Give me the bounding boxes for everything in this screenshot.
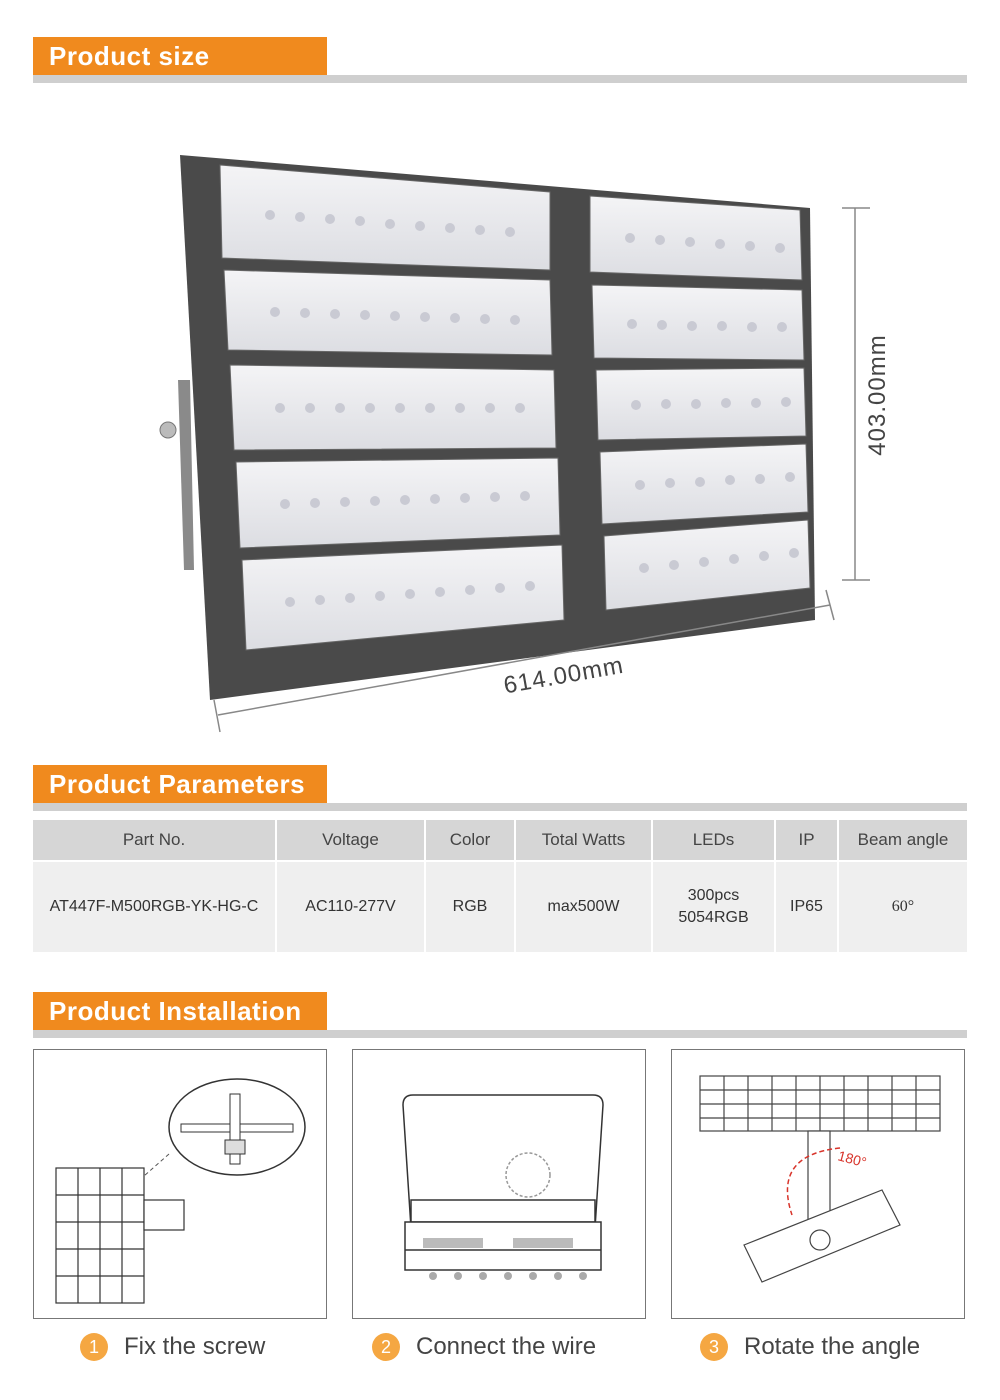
table-row bbox=[33, 861, 967, 952]
cell-color: RGB bbox=[425, 861, 515, 952]
parameters-table bbox=[33, 820, 967, 952]
cell-beam-angle: 60° bbox=[838, 861, 967, 952]
step-number-badge: 1 bbox=[80, 1333, 108, 1361]
step-label: Fix the screw bbox=[124, 1333, 266, 1360]
header-part-no: Part No. bbox=[33, 820, 276, 861]
product-installation-header bbox=[33, 992, 967, 1040]
rotate-diagram bbox=[672, 1050, 964, 1318]
step-number-badge: 3 bbox=[700, 1333, 728, 1361]
step-label: Connect the wire bbox=[416, 1333, 597, 1360]
header-beam-angle: Beam angle bbox=[838, 820, 967, 861]
cell-ip: IP65 bbox=[775, 861, 838, 952]
step-label: Rotate the angle bbox=[744, 1333, 921, 1360]
product-size-header bbox=[33, 37, 967, 85]
table-header-row bbox=[33, 820, 967, 861]
cell-part-no: AT447F-M500RGB-YK-HG-C bbox=[33, 861, 276, 952]
install-panel-wire bbox=[352, 1049, 646, 1319]
bracket-bolt bbox=[160, 422, 176, 438]
step-number-badge: 2 bbox=[372, 1333, 400, 1361]
header-leds: LEDs bbox=[652, 820, 775, 861]
section-divider bbox=[33, 803, 967, 811]
height-label: 403.00mm bbox=[864, 334, 891, 456]
leds-count: 300pcs bbox=[687, 887, 740, 904]
product-size-figure bbox=[150, 140, 910, 740]
install-panel-rotate bbox=[671, 1049, 965, 1319]
section-title: Product Parameters bbox=[33, 765, 327, 803]
section-divider bbox=[33, 1030, 967, 1038]
step-2 bbox=[372, 1330, 596, 1364]
header-total-watts: Total Watts bbox=[515, 820, 652, 861]
width-label: 614.00mm bbox=[501, 651, 626, 700]
section-title: Product size bbox=[33, 37, 327, 75]
screw-diagram bbox=[34, 1050, 326, 1318]
header-ip: IP bbox=[775, 820, 838, 861]
section-title: Product Installation bbox=[33, 992, 327, 1030]
section-divider bbox=[33, 75, 967, 83]
install-panel-screw bbox=[33, 1049, 327, 1319]
step-3 bbox=[700, 1330, 920, 1364]
mount-bracket bbox=[178, 380, 194, 570]
cell-leds bbox=[652, 861, 775, 952]
wire-diagram bbox=[353, 1050, 645, 1318]
header-color: Color bbox=[425, 820, 515, 861]
left-module-column bbox=[220, 165, 564, 650]
cell-total-watts: max500W bbox=[515, 861, 652, 952]
step-1 bbox=[80, 1330, 265, 1364]
cell-voltage: AC110-277V bbox=[276, 861, 425, 952]
rotation-label: 180° bbox=[836, 1147, 869, 1171]
header-voltage: Voltage bbox=[276, 820, 425, 861]
product-parameters-header bbox=[33, 765, 967, 813]
leds-type: 5054RGB bbox=[678, 909, 749, 926]
